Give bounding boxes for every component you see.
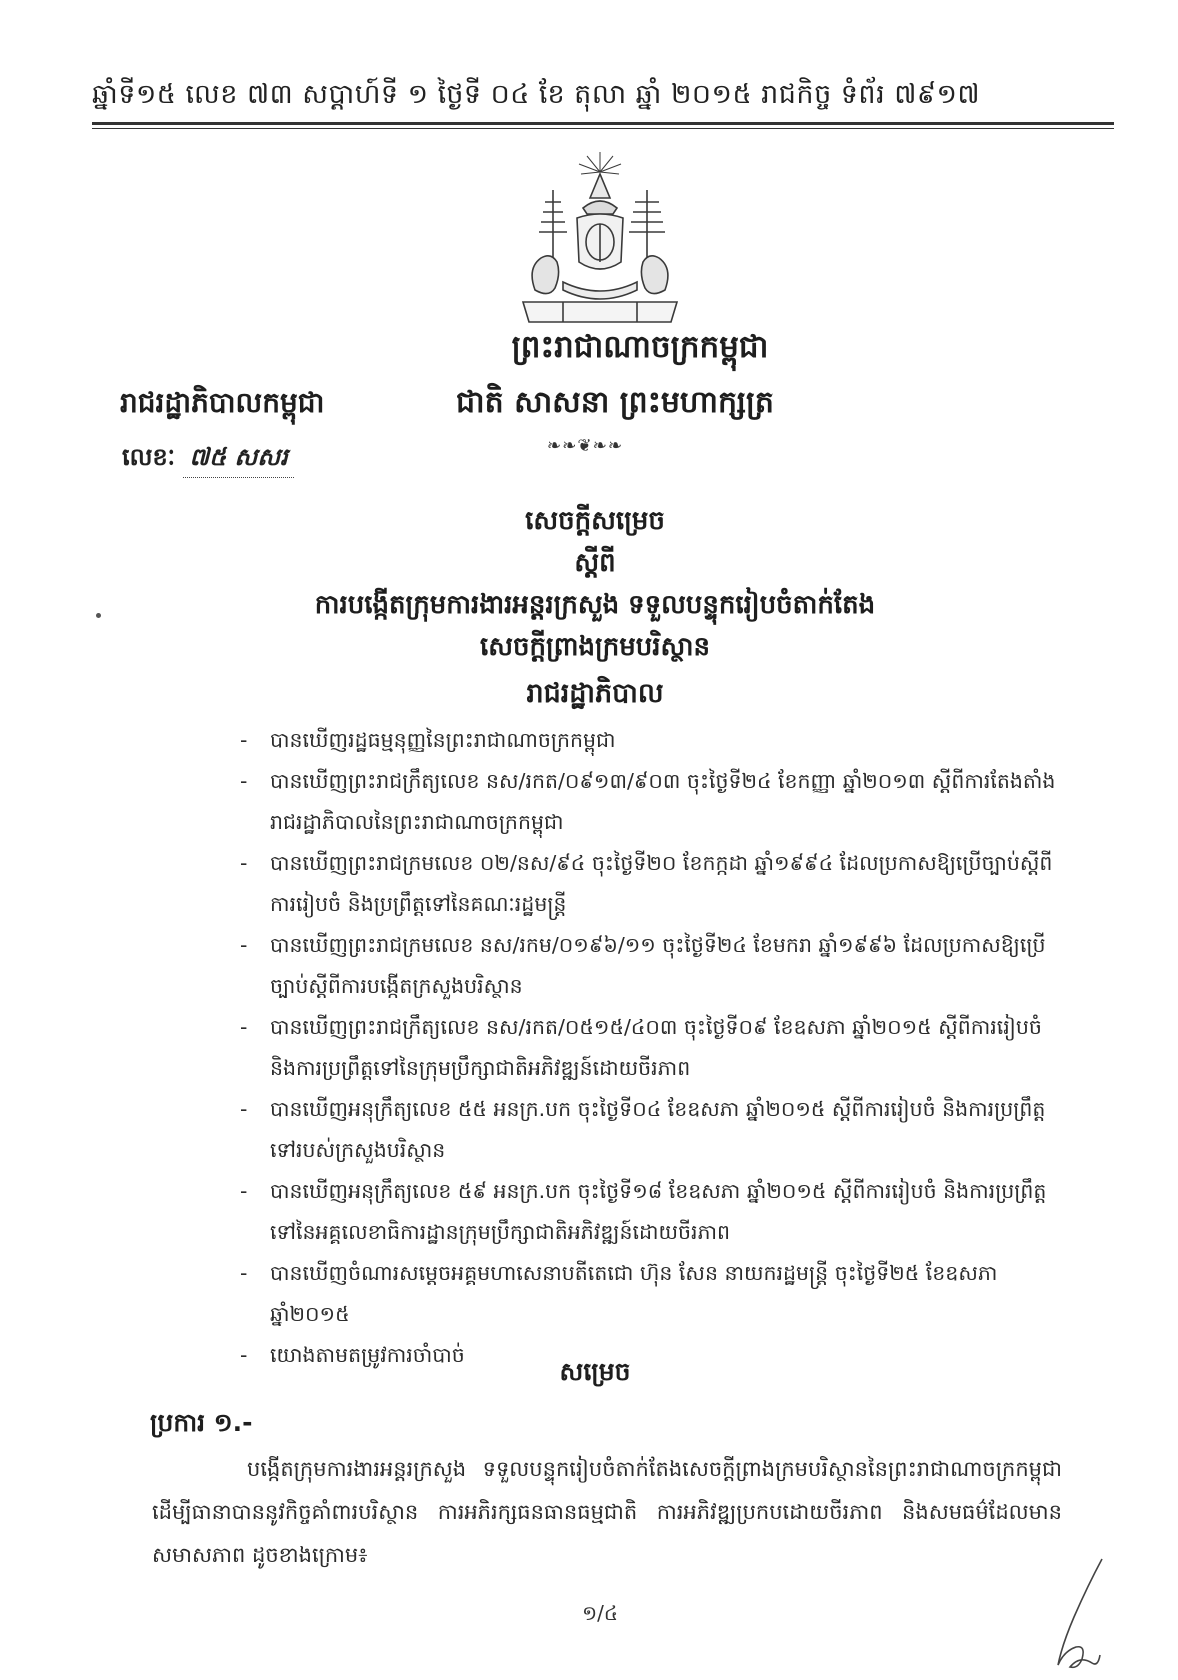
bullet-dash: - <box>240 1097 248 1121</box>
legal-basis-item: - បានឃើញព្រះរាជក្រឹត្យលេខ នស/រកត/០៥១៥/៤០៣ ចុះថ្ងៃទី០៩ ខែឧសភា ឆ្នាំ២០១៥ ស្ដីពីការរៀបចំ និងការប្រព្រឹត្តទៅនៃក្រុមប្រឹក្សាជាតិអភិវឌ្ឍន៍ដោយចីរភាព <box>240 1007 1060 1089</box>
header-rule <box>92 122 1114 125</box>
national-motto: ជាតិ សាសនា ព្រះមហាក្សត្រ <box>456 385 774 420</box>
bullet-dash: - <box>240 1015 248 1039</box>
title-about: ស្ដីពី <box>574 548 616 578</box>
bullet-dash: - <box>240 933 248 957</box>
scan-speck <box>96 613 101 618</box>
bullet-dash: - <box>240 1343 248 1367</box>
decorative-ornament: ❧❧❦❧❧ <box>546 436 624 456</box>
legal-basis-item: - យោងតាមតម្រូវការចាំបាច់ <box>240 1335 1060 1376</box>
decision-heading: សម្រេច <box>559 1357 631 1386</box>
document-title <box>300 500 890 668</box>
bullet-dash: - <box>240 769 248 793</box>
legal-basis-item: - បានឃើញចំណារសម្ដេចអគ្គមហាសេនាបតីតេជោ ហ៊ុន សែន នាយករដ្ឋមន្ត្រី ចុះថ្ងៃទី២៥ ខែឧសភា ឆ្នាំ២០១៥ <box>240 1253 1060 1335</box>
bullet-dash: - <box>240 851 248 875</box>
bullet-dash: - <box>240 1179 248 1203</box>
legal-basis-item: - បានឃើញអនុក្រឹត្យលេខ ៥៥ អនក្រ.បក ចុះថ្ងៃទី០៤ ខែឧសភា ឆ្នាំ២០១៥ ស្ដីពីការរៀបចំ និងការប្រព្រឹត្តទៅរបស់ក្រសួងបរិស្ថាន <box>240 1089 1060 1171</box>
legal-basis-item: - បានឃើញព្រះរាជក្រមលេខ នស/រកម/០១៩៦/១១ ចុះថ្ងៃទី២៤ ខែមករា ឆ្នាំ១៩៩៦ ដែលប្រកាសឱ្យប្រើច្បាប់ស្ដីពីការបង្កើតក្រសួងបរិស្ថាន <box>240 925 1060 1007</box>
document-type: សេចក្ដីសម្រេច <box>525 506 665 536</box>
header-rule-thin <box>92 128 1114 129</box>
government-name: រាជរដ្ឋាភិបាលកម្ពុជា <box>120 386 325 419</box>
reference-label: លេខៈ <box>122 443 176 471</box>
royal-arms-emblem <box>515 150 685 328</box>
title-subject-line-2: សេចក្ដីព្រាងក្រមបរិស្ថាន <box>479 632 711 662</box>
legal-basis-item: - បានឃើញអនុក្រឹត្យលេខ ៥៩ អនក្រ.បក ចុះថ្ងៃទី១៨ ខែឧសភា ឆ្នាំ២០១៥ ស្ដីពីការរៀបចំ និងការប្រព្រឹត្តទៅនៃអគ្គលេខាធិការដ្ឋានក្រុមប្រឹក្សាជាតិអភិវឌ្ឍន៍ដោយចីរភាព <box>240 1171 1060 1253</box>
legal-basis-item: - បានឃើញព្រះរាជក្រឹត្យលេខ នស/រកត/០៩១៣/៩០៣ ចុះថ្ងៃទី២៤ ខែកញ្ញា ឆ្នាំ២០១៣ ស្ដីពីការតែងតាំងរាជរដ្ឋាភិបាលនៃព្រះរាជាណាចក្រកម្ពុជា <box>240 761 1060 843</box>
reference-value: ៧៥ សសរ <box>183 442 293 478</box>
reference-number <box>122 442 294 478</box>
legal-basis-item: - បានឃើញព្រះរាជក្រមលេខ ០២/នស/៩៤ ចុះថ្ងៃទី២០ ខែកក្កដា ឆ្នាំ១៩៩៤ ដែលប្រកាសឱ្យប្រើច្បាប់ស្ដីពីការរៀបចំ និងប្រព្រឹត្តទៅនៃគណៈរដ្ឋមន្ត្រី <box>240 843 1060 925</box>
legal-basis-item: - បានឃើញរដ្ឋធម្មនុញ្ញនៃព្រះរាជាណាចក្រកម្ពុជា <box>240 720 1060 761</box>
initials-signature <box>1040 1555 1110 1675</box>
bullet-dash: - <box>240 728 248 752</box>
legal-basis-list <box>240 720 1060 1376</box>
kingdom-title: ព្រះរាជាណាចក្រកម្ពុជា <box>511 329 769 365</box>
gazette-header: ឆ្នាំទី១៥ លេខ ៧៣ សប្ដាហ៍ទី ១ ថ្ងៃទី ០៤ ខែ តុលា ឆ្នាំ ២០១៥ រាជកិច្ច ទំព័រ ៧៩១៧ <box>92 79 981 110</box>
article-1-heading: ប្រការ ១.- <box>150 1408 253 1437</box>
title-subject-line-1: ការបង្កើតក្រុមការងារអន្តរក្រសួង ទទួលបន្ទុករៀបចំតាក់តែង <box>314 590 876 620</box>
bullet-dash: - <box>240 1261 248 1285</box>
article-1-body: បង្កើតក្រុមការងារអន្តរក្រសួង ទទួលបន្ទុករៀបចំតាក់តែងសេចក្ដីព្រាងក្រមបរិស្ថាននៃព្រះរាជាណាចក្រកម្ពុជា ដើម្បីធានាបាននូវកិច្ចគាំពារបរិស្ថាន ការអភិរក្សធនធានធម្មជាតិ ការអភិវឌ្ឍប្រកបដោយចីរភាព និងសមធម៌ដែលមានសមាសភាព ដូចខាងក្រោម៖ <box>152 1457 1062 1567</box>
issuing-authority: រាជរដ្ឋាភិបាល <box>526 678 664 709</box>
page-number: ១/៤ <box>581 1601 619 1625</box>
